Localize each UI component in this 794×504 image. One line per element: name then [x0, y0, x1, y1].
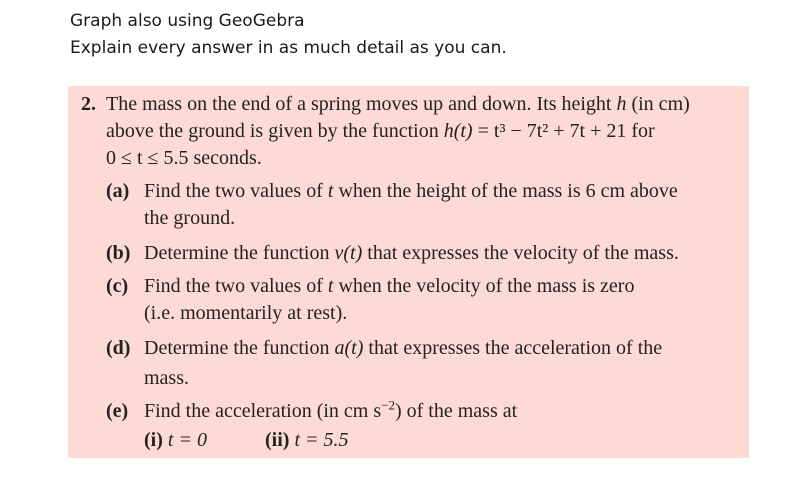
- part-e-sub-i: [144, 429, 207, 452]
- part-c-line-1: [144, 275, 634, 298]
- problem-box: [68, 86, 749, 458]
- stem-line-1: [106, 93, 690, 116]
- part-e-tail: ) of the mass at: [394, 400, 518, 422]
- part-a-line-1: [144, 180, 678, 203]
- stem-line-3: [106, 147, 262, 170]
- part-d-text: Determine the function: [144, 337, 330, 359]
- part-d-line-2: mass.: [144, 367, 189, 389]
- part-b-tail: that expresses the velocity of the mass.: [367, 242, 679, 264]
- part-c-line-2: (i.e. momentarily at rest).: [144, 302, 348, 324]
- part-d-line-1: [144, 337, 662, 360]
- stem-domain: 0 ≤ t ≤ 5.5 seconds.: [106, 147, 262, 169]
- part-d-func: a(t): [334, 337, 364, 359]
- part-c-text: Find the two values of: [144, 275, 323, 297]
- part-d-tail: that expresses the acceleration of the: [368, 337, 663, 359]
- sub-ii-value: t = 5.5: [294, 429, 349, 451]
- stem-unit: (in cm): [631, 93, 690, 115]
- stem-func: h(t): [443, 120, 473, 142]
- part-a-text: Find the two values of: [144, 180, 323, 202]
- part-c-tail: when the velocity of the mass is zero: [338, 275, 635, 297]
- stem-equation: = t³ − 7t² + 7t + 21 for: [477, 120, 655, 142]
- stem-var-h: h: [616, 93, 627, 115]
- part-a-label: (a): [106, 180, 130, 202]
- part-e-sub-ii: [265, 429, 349, 452]
- part-c-label: (c): [106, 275, 129, 297]
- part-e-label: (e): [106, 400, 129, 422]
- part-a-line-2: the ground.: [144, 207, 236, 229]
- stem-text-2: above the ground is given by the function: [106, 120, 439, 142]
- part-a-var: t: [327, 180, 334, 202]
- part-b-label: (b): [106, 242, 131, 264]
- instructions: [70, 8, 507, 62]
- sub-i-label: (i): [144, 429, 163, 451]
- sub-ii-label: (ii): [265, 429, 290, 451]
- part-a-tail: when the height of the mass is 6 cm above: [338, 180, 678, 202]
- problem-number: 2.: [81, 93, 96, 115]
- part-e-line-1: [144, 397, 518, 423]
- part-c-var: t: [327, 275, 334, 297]
- stem-line-2: [106, 120, 655, 143]
- sub-i-value: t = 0: [167, 429, 207, 451]
- part-e-exponent: −2: [381, 397, 395, 413]
- part-b-line: [144, 242, 679, 265]
- part-b-text: Determine the function: [144, 242, 330, 264]
- part-b-func: v(t): [334, 242, 363, 264]
- instruction-explain: Explain every answer in as much detail as you can.: [70, 38, 507, 58]
- stem-text-1: The mass on the end of a spring moves up and down. Its height: [106, 93, 612, 115]
- instruction-geogebra: Graph also using GeoGebra: [70, 11, 305, 31]
- part-d-label: (d): [106, 337, 131, 359]
- part-e-text: Find the acceleration (in cm s: [144, 400, 382, 422]
